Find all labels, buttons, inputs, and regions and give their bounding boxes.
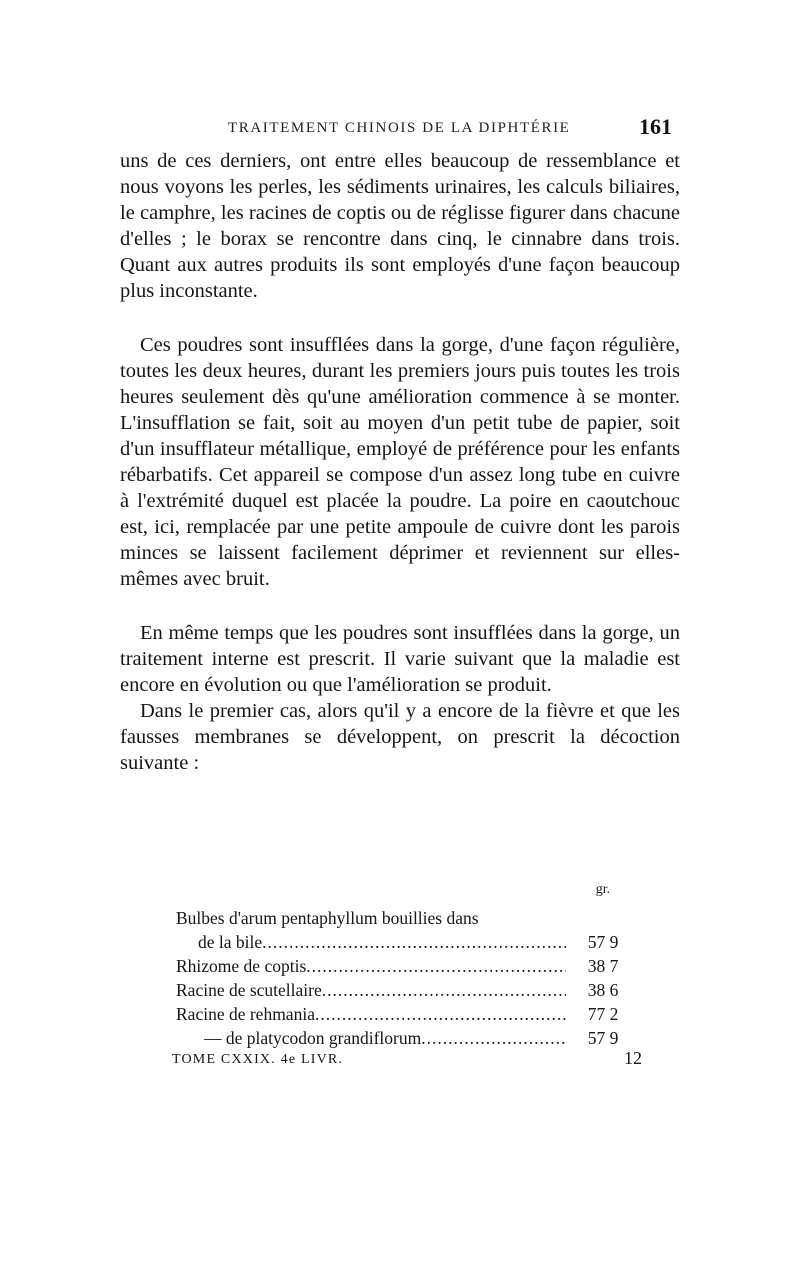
ingredient-label: Bulbes d'arum pentaphyllum bouillies dans (176, 908, 479, 928)
running-head (110, 112, 682, 142)
ingredient-label: Racine de scutellaire (176, 980, 322, 1000)
recipe-item (176, 906, 656, 930)
body-text (120, 148, 680, 804)
paragraph-4: Dans le premier cas, alors qu'il y a encore de la fièvre et que les fausses membranes se développent, on prescrit la décoction suivante : (120, 700, 680, 774)
recipe-item (176, 954, 656, 978)
ingredient-label: — de platycodon grandiflorum (204, 1028, 422, 1048)
leader-dots (322, 980, 566, 1000)
running-title: TRAITEMENT CHINOIS DE LA DIPHTÉRIE (228, 120, 571, 136)
sheet-number: 12 (624, 1048, 642, 1068)
unit-row (176, 884, 656, 906)
ingredient-quantity: 38 7 (587, 956, 619, 976)
recipe-item (176, 1002, 656, 1026)
leader-dots (262, 932, 566, 952)
ingredient-label: Racine de rehmania (176, 1004, 315, 1024)
page-footer (172, 1048, 642, 1074)
volume-signature: TOME CXXIX. 4e LIVR. (172, 1052, 344, 1067)
leader-dots (306, 956, 566, 976)
ingredient-label: Rhizome de coptis (176, 956, 307, 976)
recipe-item (176, 930, 656, 954)
recipe-item (176, 1026, 656, 1050)
ingredient-quantity: 38 6 (587, 980, 619, 1000)
ingredient-quantity: 57 9 (587, 1028, 619, 1048)
prescription-table (176, 884, 656, 1050)
leader-dots (315, 1004, 566, 1024)
page-number: 161 (639, 114, 672, 139)
recipe-item (176, 978, 656, 1002)
paragraph-2: Ces poudres sont insufflées dans la gorge, d'une façon régulière, toutes les deux heures, durant les premiers jours puis toutes les trois heures seulement dès qu'une amélioration commence à se monter. L'insufflation se fait, soit au moyen d'un petit tube de papier, soit d'un insufflateur métallique, employé de préférence pour les enfants rébarbatifs. Cet appareil se compose d'un assez long tube en cuivre à l'extrémité duquel est placée la poudre. La poire en caoutchouc est, ici, remplacée par une petite ampoule de cuivre dont les parois minces se laissent facilement déprimer et reviennent sur elles-mêmes avec bruit. (120, 334, 680, 590)
ingredient-quantity: 57 9 (587, 932, 619, 952)
paragraph-1: uns de ces derniers, ont entre elles beaucoup de ressemblance et nous voyons les perles, les sédiments urinaires, les calculs biliaires, le camphre, les racines de coptis ou de réglisse figurer dans chacune d'elles ; le borax se rencontre dans cinq, le cinnabre dans trois. Quant aux autres produits ils sont employés d'une façon beaucoup plus inconstante. (120, 150, 680, 302)
ingredient-label: de la bile (198, 932, 263, 952)
unit-label: gr. (595, 882, 611, 897)
leader-dots (421, 1028, 566, 1048)
ingredient-quantity: 77 2 (587, 1004, 619, 1024)
paragraph-3: En même temps que les poudres sont insufflées dans la gorge, un traitement interne est prescrit. Il varie suivant que la maladie est encore en évolution ou que l'amélioration se produit. (120, 622, 680, 696)
